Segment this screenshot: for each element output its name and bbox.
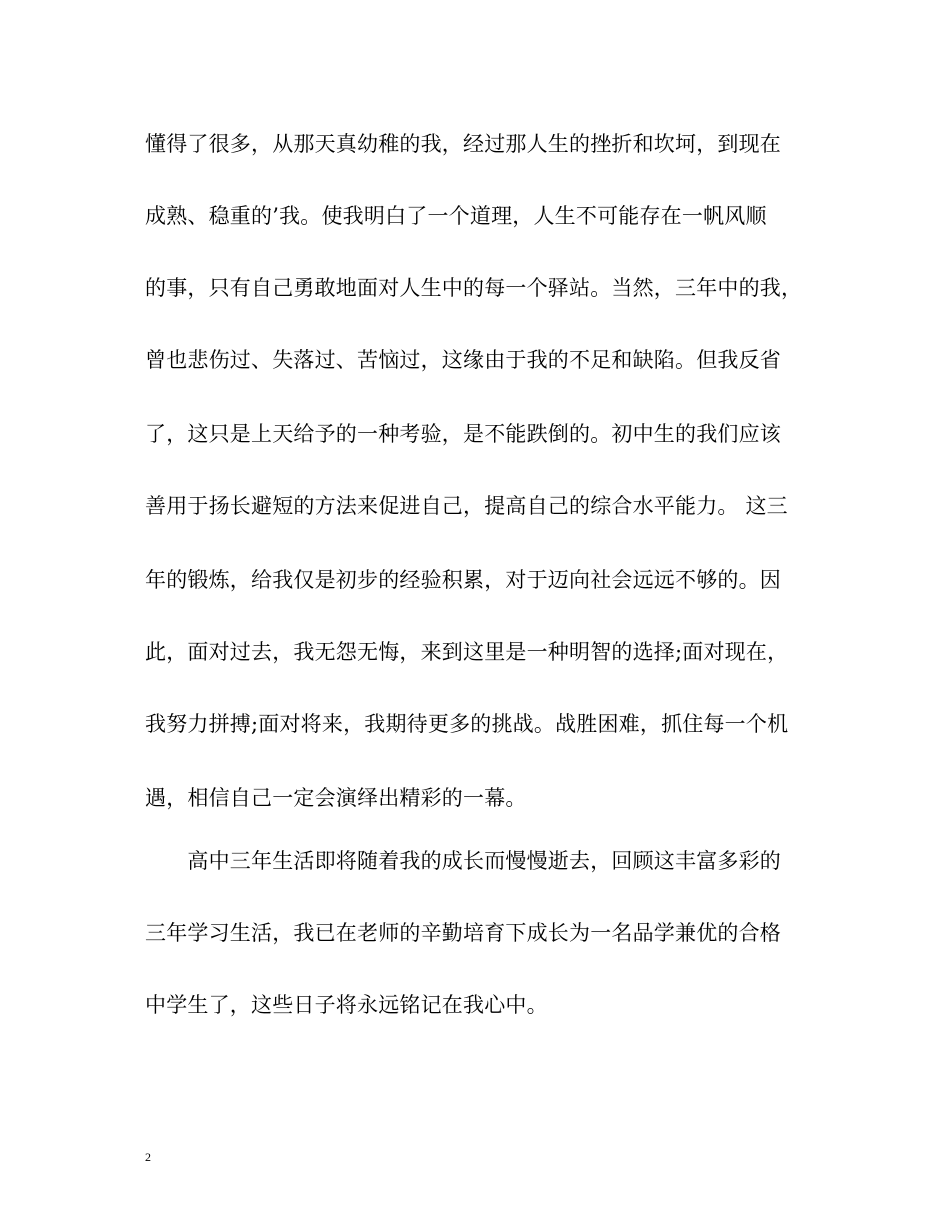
text-line-6: 善用于扬长避短的方法来促进自己，提高自己的综合水平能力。 这三 (145, 494, 788, 518)
text-line-12: 三年学习生活，我已在老师的辛勤培育下成长为一名品学兼优的合格 (145, 921, 781, 945)
text-line-9: 我努力拼搏;面对将来，我期待更多的挑战。战胜困难，抓住每一个机 (145, 712, 789, 736)
page-number: 2 (145, 1150, 151, 1164)
text-line-5: 了，这只是上天给予的一种考验，是不能跌倒的。初中生的我们应该 (145, 422, 781, 446)
text-line-13: 中学生了，这些日子将永远铭记在我心中。 (145, 993, 548, 1017)
text-line-7: 年的锻炼，给我仅是初步的经验积累，对于迈向社会远远不够的。因 (145, 568, 781, 592)
text-line-11: 高中三年生活即将随着我的成长而慢慢逝去，回顾这丰富多彩的 (145, 849, 781, 873)
text-line-1: 懂得了很多，从那天真幼稚的我，经过那人生的挫折和坎坷，到现在 (145, 132, 781, 156)
text-line-2: 成熟、稳重的’我。使我明白了一个道理，人生不可能存在一帆风顺 (145, 204, 767, 228)
text-line-8: 此，面对过去，我无怨无悔，来到这里是一种明智的选择;面对现在， (145, 640, 789, 664)
text-line-10: 遇，相信自己一定会演绎出精彩的一幕。 (145, 786, 527, 810)
text-line-4: 曾也悲伤过、失落过、苦恼过，这缘由于我的不足和缺陷。但我反省 (145, 348, 781, 372)
text-line-3: 的事，只有自己勇敢地面对人生中的每一个驿站。当然，三年中的我， (145, 276, 803, 300)
